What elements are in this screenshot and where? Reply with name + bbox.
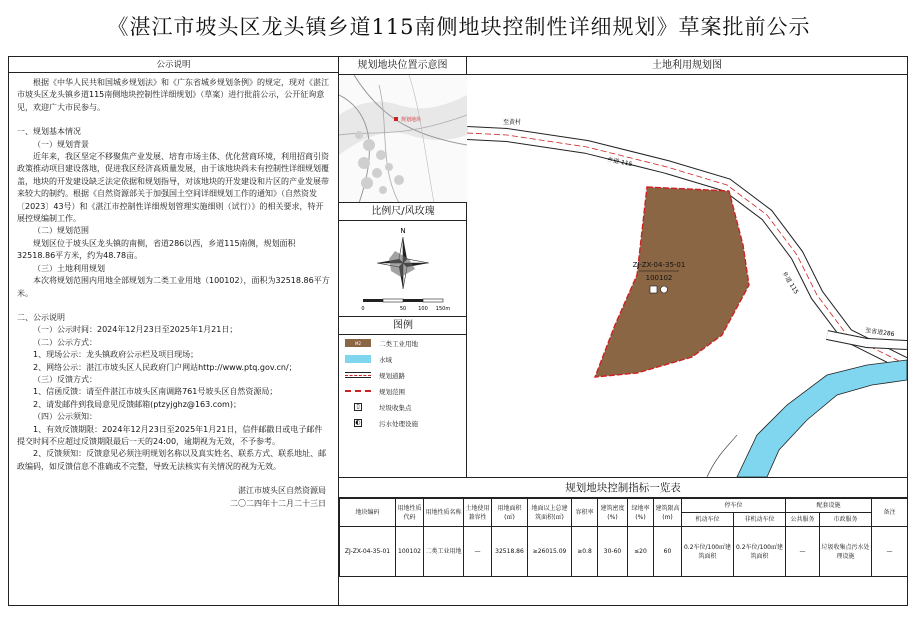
notice-body [17, 73, 330, 510]
th-density: 建筑密度(%) [598, 499, 628, 527]
land-use-map [467, 75, 907, 477]
cell-green: ≤20 [628, 527, 654, 577]
parcel-zj-zx-04-35-01 [595, 187, 749, 377]
location-map [339, 75, 467, 203]
section-1-1-heading: （一）规划背景 [33, 139, 89, 149]
th-facilities: 配套设施 [786, 499, 872, 513]
section-2-2b: 2、网络公示：湛江市坡头区人民政府门户网站http://www.ptq.gov.cn/； [33, 362, 297, 372]
section-2-3: （三）反馈方式： [33, 374, 97, 384]
location-marker [394, 117, 398, 121]
road-label-huangcun: 至黄村 [503, 119, 522, 126]
cell-code: ZJ-ZX-04-35-01 [340, 527, 396, 577]
section-1-2-heading: （二）规划范围 [33, 226, 89, 236]
sewage-icon: ◐ [355, 419, 361, 426]
th-motor: 机动车位 [682, 513, 734, 527]
scale-bar [363, 299, 443, 302]
legend-label: 二类工业用地 [379, 339, 418, 348]
legend [339, 335, 467, 431]
compass-rose-icon [377, 237, 429, 289]
section-1-3-heading: （三）土地利用规划 [33, 263, 105, 273]
cell-note: — [872, 527, 908, 577]
scale-tick-100: 100 [418, 306, 428, 312]
th-compat: 土地使用兼容性 [464, 499, 492, 527]
th-area: 用地面积(㎡) [492, 499, 528, 527]
section-2-3a: 1、信函反馈：请至件湛江市坡头区南调路761号坡头区自然资源局； [33, 387, 278, 397]
cell-far: ≥0.8 [572, 527, 598, 577]
section-1-1-text: 近年来，我区坚定不移聚焦产业发展、培育市场主体、优化营商环境，利用招商引资政策推动项目建设落地，促进我区经济高质量发展，由于该地块尚未有控制性详细规划覆盖，地块的开发建设缺乏法定依据和规划指导，对该地块的开发建设和片区的产业发展带来较大的制约。根据《自然资源部关于加强国土空间详细规划工作的通知》（自然资发〔2023〕43号）和《湛江市控制性详细规划管理实施细则（试行）》的相关要求，特开展控规编制工作。 [17, 152, 329, 224]
signature-org: 湛江市坡头区自然资源局 [238, 486, 326, 496]
legend-item-sewage [339, 415, 467, 431]
cell-landuse-code: 100102 [396, 527, 424, 577]
th-landuse-name: 用地性质名称 [424, 499, 464, 527]
cell-nonmotor: 0.2车位/100㎡建筑面积 [734, 527, 786, 577]
section-2-4b: 2、反馈须知：反馈意见必须注明规划名称以及真实姓名、联系方式、联系地址、邮政编码，如反馈信息不准确或不完整，导致无法核实有关情况的视为无效。 [17, 449, 327, 471]
section-2-3b: 2、请发邮件到我局意见反馈邮箱(ptzyjghz@163.com)； [33, 399, 241, 409]
cell-landuse-name: 二类工业用地 [424, 527, 464, 577]
signature-date: 二〇二四年十二月二十三日 [230, 498, 326, 508]
section-2-2a: 1、现场公示：龙头镇政府公示栏及项目现场； [33, 350, 199, 360]
industrial-swatch: M2 [345, 339, 371, 347]
page-title: 《湛江市坡头区龙头镇乡道115南侧地块控制性详细规划》草案批前公示 [107, 15, 811, 39]
trash-icon [650, 286, 657, 293]
cell-public: — [786, 527, 820, 577]
section-2-2: （二）公示方式： [33, 337, 97, 347]
legend-item-boundary [339, 383, 467, 399]
road-label-115-a: 乡道 115 [606, 156, 633, 169]
scale-heading: 比例尺/风玫瑰 [339, 203, 467, 221]
poster-frame [8, 56, 908, 606]
section-1-2-text: 规划区位于坡头区龙头镇的南侧，省道286以西，乡道115南侧，规划面积32518.86平方米，约为48.78亩。 [17, 238, 296, 261]
legend-label: 规划范围 [379, 387, 405, 396]
scale-tick-0: 0 [361, 306, 365, 312]
land-use-map-heading: 土地利用规划图 [467, 57, 907, 75]
location-map-heading: 规划地块位置示意图 [339, 57, 466, 75]
scale-tick-50: 50 [399, 306, 407, 312]
control-index-table [339, 498, 908, 577]
legend-item-road [339, 367, 467, 383]
parcel-landuse-label: 100102 [645, 274, 673, 282]
section-2-heading: 二、公示说明 [17, 312, 65, 322]
table-title: 规划地块控制指标一览表 [339, 478, 907, 498]
water-swatch [345, 355, 371, 363]
th-far: 容积率 [572, 499, 598, 527]
road-label-286: 至省道286 [864, 327, 895, 339]
road-label-115-b: 乡道 115 [780, 270, 800, 296]
th-green: 绿地率(%) [628, 499, 654, 527]
cell-area: 32518.86 [492, 527, 528, 577]
boundary-swatch [345, 387, 371, 395]
th-above-area: 地面以上总建筑面积(㎡) [528, 499, 572, 527]
table-row [340, 527, 908, 577]
cell-above-area: ≥26015.09 [528, 527, 572, 577]
th-landuse-code: 用地性质代码 [396, 499, 424, 527]
trash-icon: ▯ [354, 403, 362, 411]
th-height: 建筑限高(m) [654, 499, 682, 527]
legend-heading: 图例 [339, 317, 467, 335]
cell-municipal: 垃圾收集点污水处理设施 [820, 527, 872, 577]
cell-density: 30-60 [598, 527, 628, 577]
land-use-map-drawing [467, 75, 907, 477]
water-body [737, 360, 907, 477]
cell-motor: 0.2车位/100㎡建筑面积 [682, 527, 734, 577]
legend-item-industrial [339, 335, 467, 351]
section-2-1: （一）公示时间：2024年12月23日至2025年1月21日； [33, 325, 238, 335]
parcel-code-label: ZJ-ZX-04-35-01 [632, 261, 686, 269]
compass-rose-drawing [339, 221, 467, 317]
location-marker-label: 规划地块 [401, 117, 422, 123]
scale-compass-box [339, 221, 467, 317]
control-index-table-section [339, 477, 907, 605]
sewage-icon [661, 286, 668, 293]
th-note: 备注 [872, 499, 908, 527]
th-code: 地块编码 [340, 499, 396, 527]
notice-heading: 公示说明 [9, 57, 338, 73]
legend-label: 垃圾收集点 [379, 403, 412, 412]
section-1-heading: 一、规划基本情况 [17, 127, 81, 137]
legend-item-water [339, 351, 467, 367]
legend-label: 水域 [379, 355, 392, 364]
land-use-panel [467, 57, 907, 477]
location-map-drawing [339, 75, 467, 203]
notice-panel [9, 57, 339, 605]
section-2-4a: 1、有效反馈期限：2024年12月23日至2025年1月21日，信件邮戳日或电子邮件提交时间不应超过反馈期限最后一天的24:00，逾期视为无效，不予参考。 [17, 424, 323, 446]
cell-height: 60 [654, 527, 682, 577]
legend-label: 污水处理设施 [379, 419, 418, 428]
side-info-column [339, 57, 467, 477]
legend-label: 规划道路 [379, 371, 405, 380]
section-1-3-text: 本次将规划范围内用地全部规划为二类工业用地（100102），面积为32518.86平方米。 [17, 276, 330, 298]
section-2-4: （四）公示须知： [33, 412, 97, 422]
th-municipal: 市政服务 [820, 513, 872, 527]
th-parking: 停车位 [682, 499, 786, 513]
cell-compat: — [464, 527, 492, 577]
legend-item-trash [339, 399, 467, 415]
scale-tick-150: 150m [435, 306, 451, 312]
notice-intro: 根据《中华人民共和国城乡规划法》和《广东省城乡规划条例》的规定，现对《湛江市坡头区龙头镇乡道115南侧地块控制性详细规划》（草案）进行批前公示，公开征询意见，欢迎广大市民参与。 [17, 78, 329, 112]
th-nonmotor: 非机动车位 [734, 513, 786, 527]
th-public: 公共服务 [786, 513, 820, 527]
north-label: N [400, 227, 406, 235]
road-swatch [345, 372, 371, 378]
